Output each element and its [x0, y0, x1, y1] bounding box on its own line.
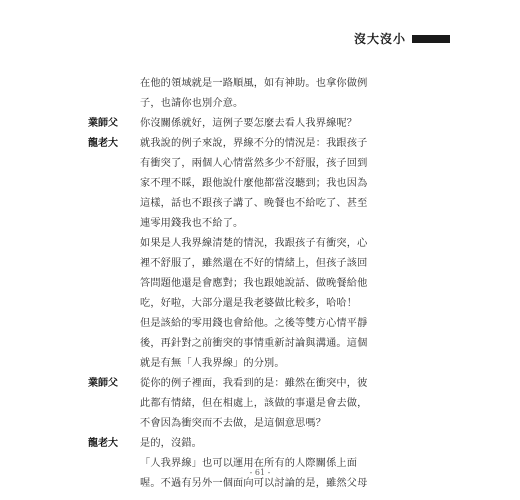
text-line: 吃，好啦，大部分還是我老婆做比較多，哈哈！ — [140, 298, 358, 309]
text-line: 你沒關係就好，這例子要怎麼去看人我界線呢？ — [140, 118, 358, 129]
text-line: 後，再針對之前衝突的事情重新討論與溝通。這個 — [140, 338, 368, 349]
dialogue-entry — [88, 134, 408, 234]
text-line: 如果是人我界線清楚的情況，我跟孩子有衝突，心 — [140, 238, 368, 249]
text-line: 有衝突了，兩個人心情當然多少不舒服，孩子回到 — [140, 158, 368, 169]
text-line: 在他的領域就是一路順風，如有神助。也拿你做例 — [140, 78, 368, 89]
text-line: 答問題他還是會應對；我也跟她說話、做晚餐給他 — [140, 278, 368, 289]
dialogue-entry — [140, 74, 408, 114]
dialogue-entry — [88, 374, 408, 434]
speaker-label: 龍老大 — [88, 438, 118, 449]
text-line: 但是該給的零用錢也會給他。之後等雙方心情平靜 — [140, 318, 368, 329]
chapter-title: 沒大沒小 — [353, 32, 406, 46]
text-line: 喔。不過有另外一個面向可以討論的是，雖然父母 — [140, 478, 368, 489]
text-line: 就是有無「人我界線」的分別。 — [140, 358, 285, 369]
page-body — [88, 74, 408, 494]
header-bar-decoration — [412, 35, 450, 43]
speaker-label: 龍老大 — [88, 138, 118, 149]
text-line: 「人我界線」也可以運用在所有的人際關係上面 — [140, 458, 358, 469]
text-line: 連零用錢我也不給了。 — [140, 218, 244, 229]
dialogue-entry — [88, 114, 408, 134]
text-line: 子，也請你也別介意。 — [140, 98, 244, 109]
text-line: 家不理不睬，跟他說什麼他都當沒聽到；我也因為 — [140, 178, 368, 189]
text-line: 是的，沒錯。 — [140, 438, 203, 449]
text-line: 從你的例子裡面，我看到的是：雖然在衝突中，彼 — [140, 378, 368, 389]
text-line: 這樣，話也不跟孩子講了、晚餐也不給吃了、甚至 — [140, 198, 368, 209]
text-line: 就我說的例子來說，界線不分的情況是：我跟孩子 — [140, 138, 368, 149]
running-header — [354, 30, 450, 47]
text-line: 裡不舒服了，雖然還在不好的情緒上，但孩子該回 — [140, 258, 368, 269]
text-line: 此都有情緒，但在相處上，該做的事還是會去做， — [140, 398, 368, 409]
text-line: 不會因為衝突而不去做，是這個意思嗎？ — [140, 418, 327, 429]
dialogue-entry — [140, 234, 408, 374]
dialogue-entry — [88, 434, 408, 454]
page-number: - 61 - — [249, 468, 271, 477]
speaker-label: 業師父 — [88, 118, 118, 129]
speaker-label: 業師父 — [88, 378, 118, 389]
